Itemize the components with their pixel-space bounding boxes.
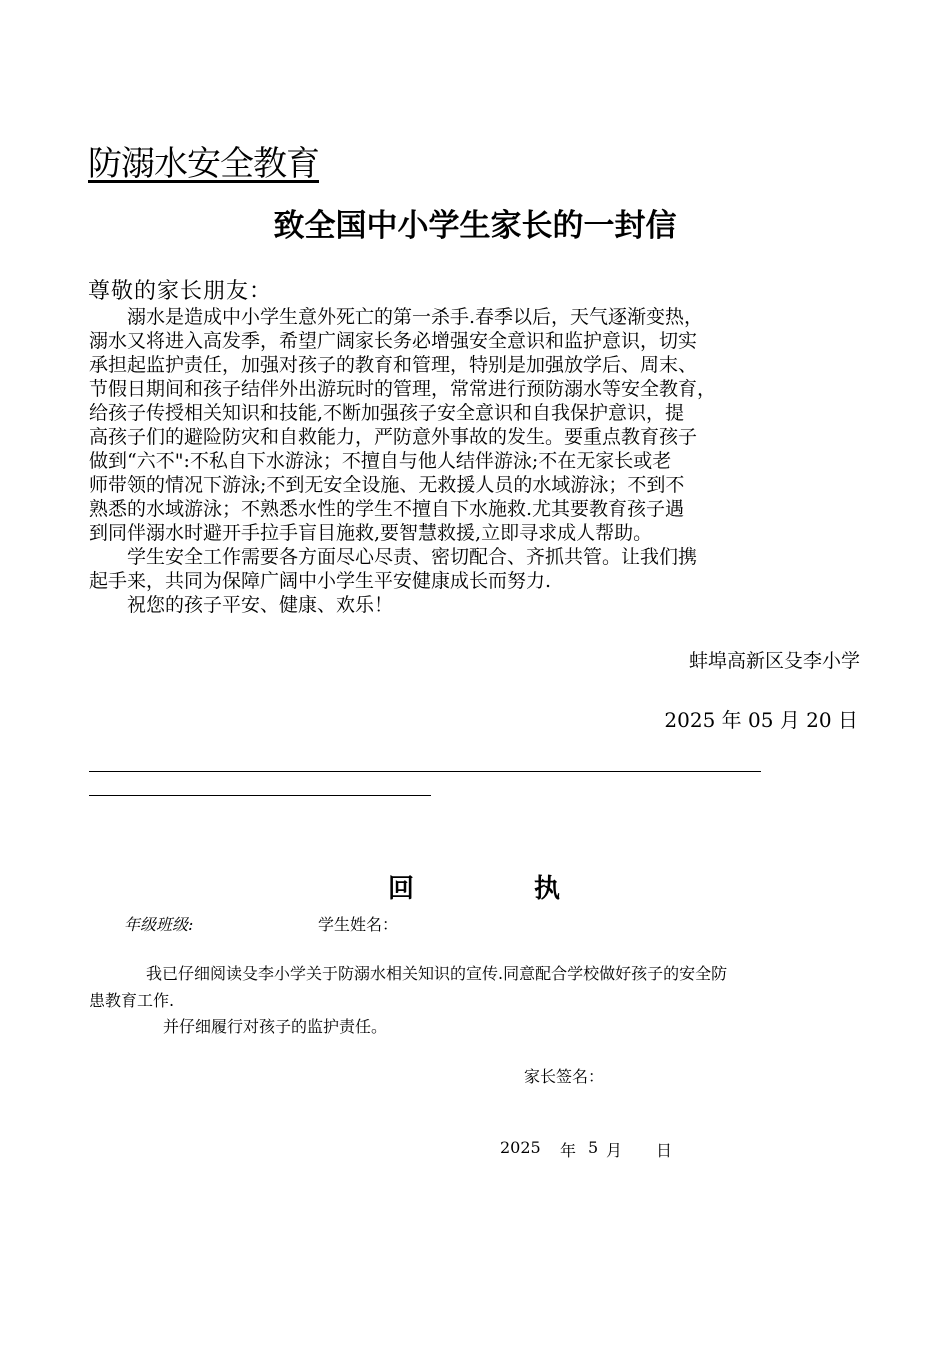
statement-line: 并仔细履行对孩子的监护责任。 [163,1017,388,1036]
body-line: 溺水又将进入高发季，希望广阔家长务必增强安全意识和监护意识，切实 [89,330,698,352]
student-name-label: 学生姓名： [318,915,399,934]
document-title: 防溺水安全教育 [88,144,319,184]
reply-date-day-unit: 日 [656,1141,673,1160]
reply-date-year-unit: 年 [560,1141,577,1160]
cut-line [89,795,431,796]
body-line: 给孩子传授相关知识和技能,不断加强孩子安全意识和自我保护意识，提 [89,402,685,424]
body-line: 节假日期间和孩子结伴外出游玩时的管理，常常进行预防溺水等安全教育， [89,378,717,400]
reply-date-year: 2025 [500,1138,541,1157]
receipt-title-char: 回 [388,874,415,904]
body-line: 师带领的情况下游泳;不到无安全设施、无救援人员的水域游泳；不到不 [89,474,685,496]
statement-line: 患教育工作. [89,991,175,1010]
body-line: 起手来，共同为保障广阔中小学生平安健康成长而努力. [89,570,552,592]
cut-line [89,771,761,772]
letter-date: 2025 年 05 月 20 日 [664,708,858,732]
reply-date-month-unit: 月 [606,1141,623,1160]
body-line: 做到“六不":不私自下水游泳；不擅自与他人结伴游泳;不在无家长或老 [89,450,672,472]
body-line: 祝您的孩子平安、健康、欢乐！ [89,594,394,616]
body-line: 到同伴溺水时避开手拉手盲目施救,要智慧救援,立即寻求成人帮助。 [89,522,653,544]
body-line: 溺水是造成中小学生意外死亡的第一杀手.春季以后，天气逐渐变热， [89,306,704,328]
reply-date-month: 5 [588,1138,599,1157]
body-line: 学生安全工作需要各方面尽心尽责、密切配合、齐抓共管。让我们携 [89,546,698,568]
parent-signature-label: 家长签名： [524,1067,605,1086]
grade-class-label: 年级班级: [124,915,194,934]
letter-title: 致全国中小学生家长的一封信 [273,208,677,244]
receipt-title-char: 执 [534,874,561,904]
body-line: 承担起监护责任，加强对孩子的教育和管理，特别是加强放学后、周末、 [89,354,698,376]
body-line: 熟悉的水域游泳；不熟悉水性的学生不擅自下水施救.尤其要教育孩子遇 [89,498,685,520]
salutation: 尊敬的家长朋友： [88,279,273,304]
signer-school: 蚌埠高新区殳李小学 [688,650,860,672]
body-line: 高孩子们的避险防灾和自救能力，严防意外事故的发生。要重点教育孩子 [89,426,698,448]
statement-line: 我已仔细阅读殳李小学关于防溺水相关知识的宣传.同意配合学校做好孩子的安全防 [146,964,728,983]
